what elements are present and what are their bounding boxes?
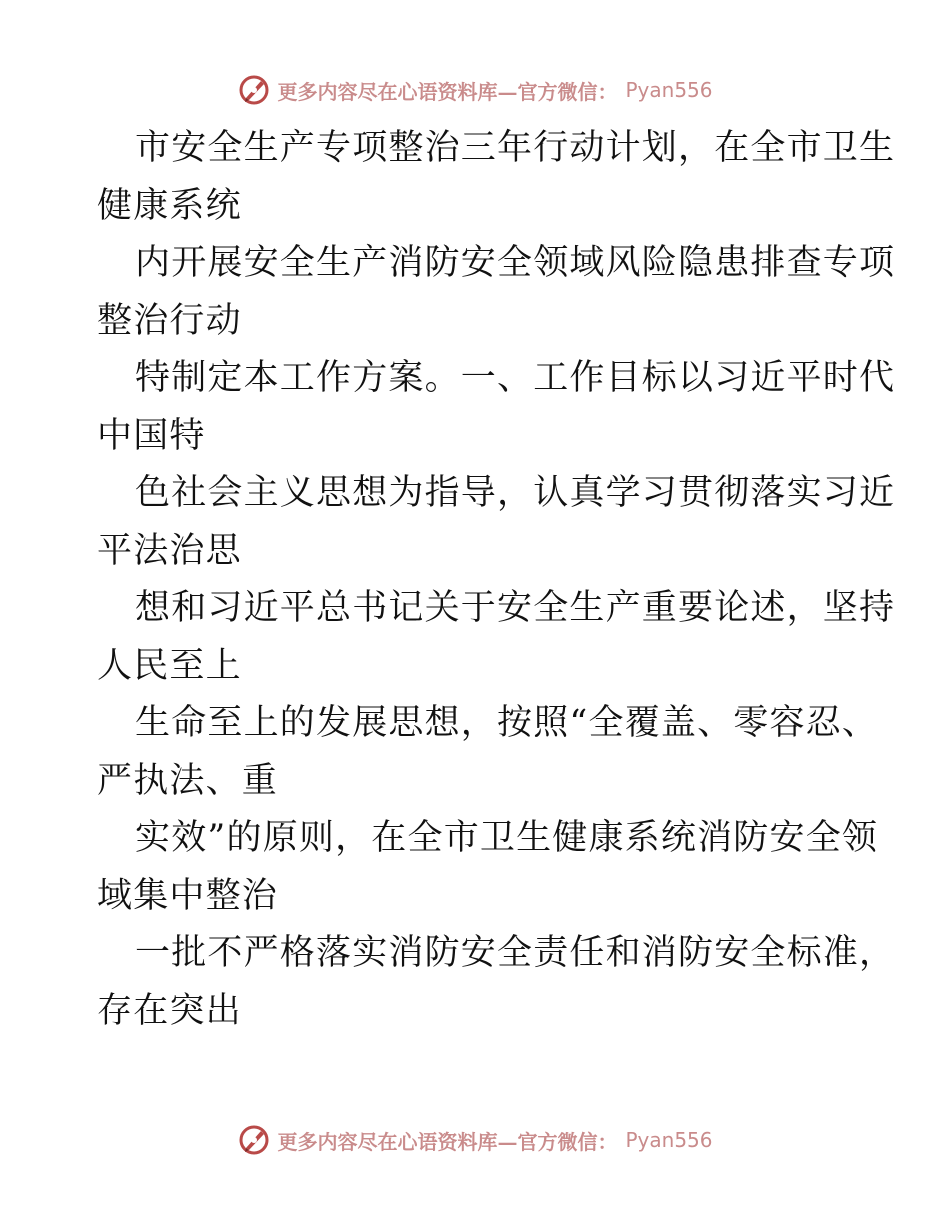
- paragraph-line: 特制定本工作方案。一、工作目标以习近平时代: [135, 358, 896, 398]
- paragraph-line: 整治行动: [97, 300, 242, 341]
- paragraph-line: 市安全生产专项整治三年行动计划，在全市卫生: [135, 128, 896, 168]
- paragraph: [97, 120, 896, 235]
- paragraph-line: 内开展安全生产消防安全领域风险隐患排查专项: [135, 243, 896, 283]
- paragraph-line: 严执法、重: [97, 760, 279, 801]
- footer-banner-id: Pyan556: [625, 1128, 713, 1152]
- paragraph: [97, 465, 896, 580]
- footer-banner: [0, 1120, 950, 1160]
- paragraph-line: 想和习近平总书记关于安全生产重要论述，坚持: [135, 588, 896, 628]
- paragraph: [97, 925, 896, 1040]
- paragraph-line: 人民至上: [97, 645, 242, 686]
- paragraph-line: 存在突出: [97, 990, 242, 1031]
- paragraph-line: 色社会主义思想为指导，认真学习贯彻落实习近: [135, 473, 896, 513]
- footer-banner-text: 更多内容尽在心语资料库—官方微信：: [277, 1129, 618, 1154]
- paragraph: [97, 810, 879, 925]
- paragraph-line: 健康系统: [97, 185, 242, 226]
- paragraph: [97, 580, 896, 695]
- paragraph-line: 实效”的原则，在全市卫生健康系统消防安全领: [135, 818, 879, 858]
- header-banner: [0, 70, 950, 110]
- paragraph: [97, 235, 896, 350]
- paragraph-line: 中国特: [97, 415, 206, 456]
- paragraph-line: 一批不严格落实消防安全责任和消防安全标准，: [135, 933, 896, 973]
- header-banner-text: 更多内容尽在心语资料库—官方微信：: [277, 79, 618, 104]
- paragraph: [97, 350, 896, 465]
- paragraph-line: 域集中整治: [97, 875, 279, 916]
- paragraph-line: 生命至上的发展思想，按照“全覆盖、零容忍、: [135, 703, 879, 743]
- pen-circle-logo-icon: [237, 1123, 271, 1157]
- pen-circle-logo-icon: [237, 73, 271, 107]
- body-text: [97, 120, 896, 1040]
- header-banner-id: Pyan556: [625, 78, 713, 102]
- paragraph-line: 平法治思: [97, 530, 242, 571]
- paragraph: [97, 695, 879, 810]
